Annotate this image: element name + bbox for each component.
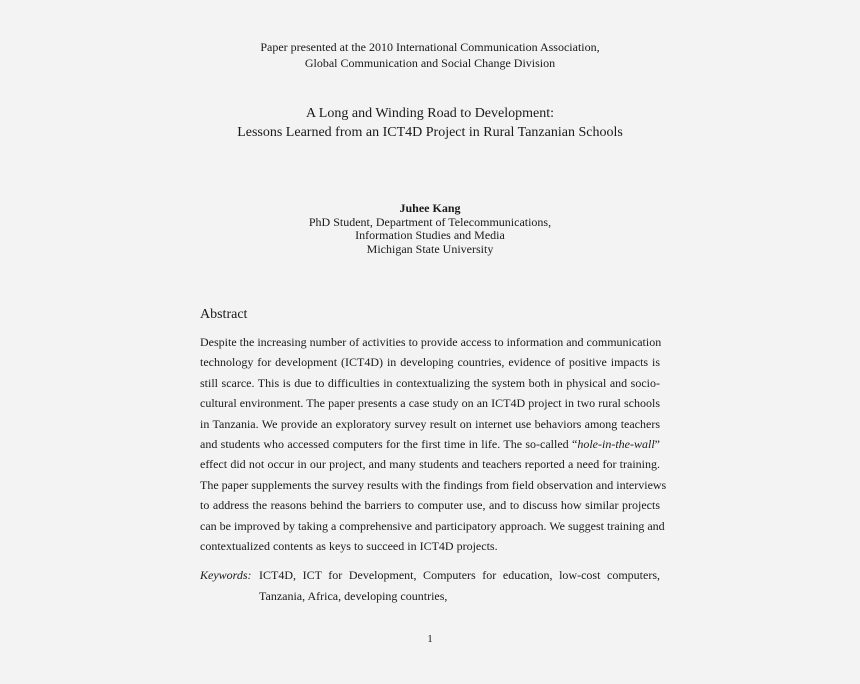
abstract-line: Despite the increasing number of activities to provide access to information and communication	[200, 335, 662, 349]
abstract-line: in Tanzania. We provide an exploratory survey result on internet use behaviors among teachers	[200, 416, 660, 431]
abstract-line-hole-in-the-wall	[200, 434, 660, 454]
conference-line-2: Global Communication and Social Change Division	[304, 56, 556, 70]
abstract-line: technology for development (ICT4D) in developing countries, evidence of positive impacts is	[200, 355, 660, 370]
author-affiliation-3: Michigan State University	[366, 241, 494, 256]
abstract-line: cultural environment. The paper presents a case study on an ICT4D project in two rural schools	[200, 396, 660, 411]
abstract-line-6-post: ”	[654, 436, 660, 451]
abstract-line: to address the reasons behind the barriers to computer use, and to discuss how similar projects	[200, 498, 660, 513]
abstract-line: contextualized contents as keys to succeed in ICT4D projects.	[200, 538, 498, 553]
abstract-line-6-pre: and students who accessed computers for the first time in life. The so-called “	[200, 436, 578, 451]
title-line-2: Lessons Learned from an ICT4D Project in Rural Tanzanian Schools	[237, 125, 623, 140]
author-block	[0, 202, 860, 256]
paper-title	[0, 104, 860, 142]
abstract-body	[200, 332, 667, 556]
abstract-heading: Abstract	[200, 307, 248, 322]
abstract-line: effect did not occur in our project, and many students and teachers reported a need for training.	[200, 457, 660, 472]
author-affiliation-2: Information Studies and Media	[355, 228, 505, 242]
page-number: 1	[427, 633, 433, 645]
abstract-line: still scarce. This is due to difficulties in contextualizing the system both in physical and socio-	[200, 375, 660, 390]
keywords-label: Keywords:	[200, 568, 252, 582]
abstract-line: The paper supplements the survey results with the findings from field observation and interviews	[200, 477, 667, 492]
keywords-line-1: ICT4D, ICT for Development, Computers for education, low-cost computers,	[259, 568, 660, 582]
hole-in-the-wall-term: hole-in-the-wall	[577, 436, 655, 451]
keywords-line-2: Tanzania, Africa, developing countries,	[259, 588, 448, 603]
keywords-block	[200, 565, 660, 606]
conference-line-1: Paper presented at the 2010 International Communication Association,	[260, 40, 600, 54]
author-affiliation-1: PhD Student, Department of Telecommunications,	[308, 214, 552, 229]
title-line-1: A Long and Winding Road to Development:	[305, 106, 555, 121]
abstract-line: can be improved by taking a comprehensive and participatory approach. We suggest training and	[200, 518, 665, 533]
conference-note	[0, 39, 860, 71]
author-name: Juhee Kang	[399, 201, 461, 215]
